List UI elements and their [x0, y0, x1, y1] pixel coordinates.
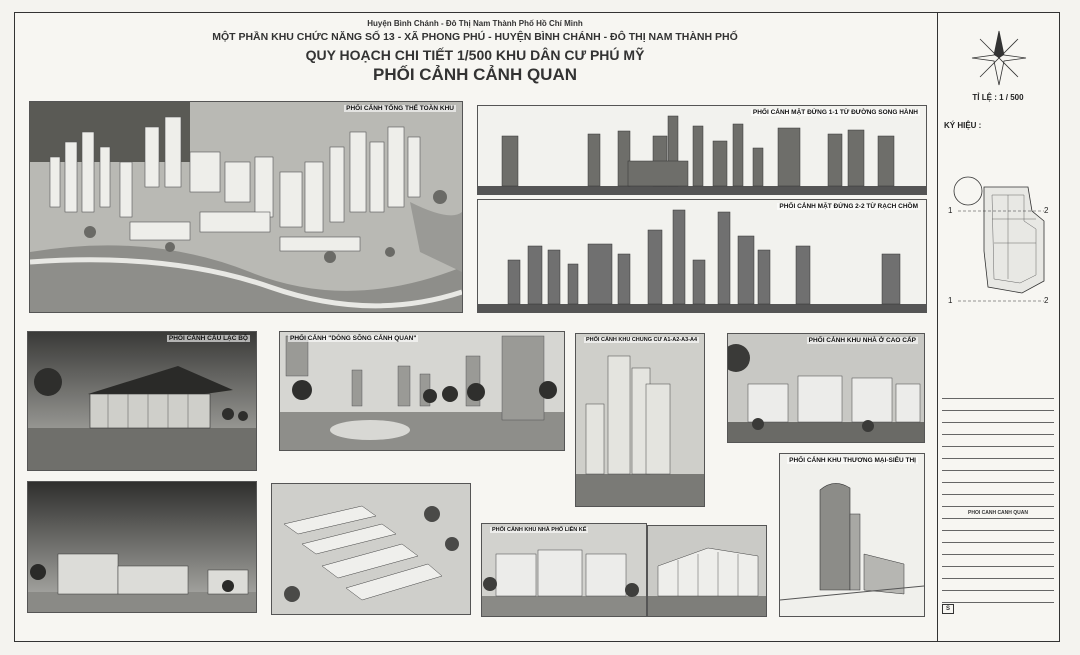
rowhouse-aerial-image [272, 484, 470, 614]
caption-villa: PHỐI CẢNH KHU NHÀ Ở CAO CẤP [808, 337, 916, 344]
elevation-1-1-image [478, 106, 926, 194]
title-block-table [942, 398, 1054, 614]
section-marker-2b: 2 [1044, 296, 1049, 305]
drawing-sheet [14, 12, 1060, 642]
scale-label: TỈ LỆ : 1 / 500 [972, 93, 1024, 102]
caption-commercial: PHỐI CẢNH KHU THƯƠNG MẠI-SIÊU THỊ [789, 457, 916, 464]
panel-townhouse-2 [647, 525, 767, 617]
panel-elevation-2-2 [477, 199, 927, 313]
section-marker-1a: 1 [948, 206, 953, 215]
clubhouse-image [28, 332, 256, 470]
apartments-image [576, 334, 704, 506]
caption-river-landscape: PHỐI CẢNH "DÒNG SÔNG CẢNH QUAN" [290, 335, 417, 342]
north-arrow-icon [968, 27, 1030, 89]
townhouse-1-image [482, 524, 646, 616]
river-landscape-image [280, 332, 564, 450]
panel-elevation-1-1 [477, 105, 927, 195]
header-sheet-title: PHỐI CẢNH CẢNH QUAN [373, 65, 577, 84]
panel-river-landscape [279, 331, 565, 451]
legend-label: KÝ HIỆU : [944, 121, 982, 130]
overall-aerial-image [30, 102, 462, 312]
panel-rowhouse-aerial [271, 483, 471, 615]
section-marker-2a: 2 [1044, 206, 1049, 215]
townhouse-2-image [648, 526, 766, 616]
header-location: Huyện Bình Chánh - Đô Thị Nam Thành Phố Hồ Chí Minh [367, 19, 583, 28]
panel-clubhouse [27, 331, 257, 471]
header-plan-title: QUY HOẠCH CHI TIẾT 1/500 KHU DÂN CƯ PHÚ MỸ [305, 47, 645, 63]
commercial-image [780, 454, 924, 616]
caption-elevation-1-1: PHỐI CẢNH MẶT ĐỨNG 1-1 TỪ ĐƯỜNG SONG HÀNH [752, 109, 918, 116]
drawing-title: PHỐI CẢNH CẢNH QUAN [968, 509, 1028, 516]
panel-overall-aerial [29, 101, 463, 313]
header-zone: MỘT PHẦN KHU CHỨC NĂNG SỐ 13 - XÃ PHONG PHÚ - HUYỆN BÌNH CHÁNH - ĐÔ THỊ NAM THÀNH PHỐ [212, 31, 738, 43]
caption-elevation-2-2: PHỐI CẢNH MẶT ĐỨNG 2-2 TỪ RẠCH CHỒM [779, 203, 918, 210]
caption-townhouse: PHỐI CẢNH KHU NHÀ PHỐ LIÊN KẾ [492, 527, 587, 533]
villa-image [728, 334, 924, 442]
public-building-image [28, 482, 256, 612]
caption-apartments: PHỐI CẢNH KHU CHUNG CƯ A1-A2-A3-A4 [586, 337, 698, 343]
caption-clubhouse: PHỐI CẢNH CÂU LẠC BỘ [168, 335, 248, 342]
drawing-main-area [15, 13, 935, 641]
key-site-plan [948, 171, 1052, 311]
panel-townhouse-1 [481, 523, 647, 617]
title-block-sidebar [937, 13, 1058, 641]
panel-commercial [779, 453, 925, 617]
company-logo-icon: S [942, 604, 954, 614]
section-marker-1b: 1 [948, 296, 953, 305]
panel-apartments [575, 333, 705, 507]
panel-villa [727, 333, 925, 443]
caption-overall: PHỐI CẢNH TỔNG THỂ TOÀN KHU [346, 105, 454, 112]
panel-public-building [27, 481, 257, 613]
elevation-2-2-image [478, 200, 926, 312]
